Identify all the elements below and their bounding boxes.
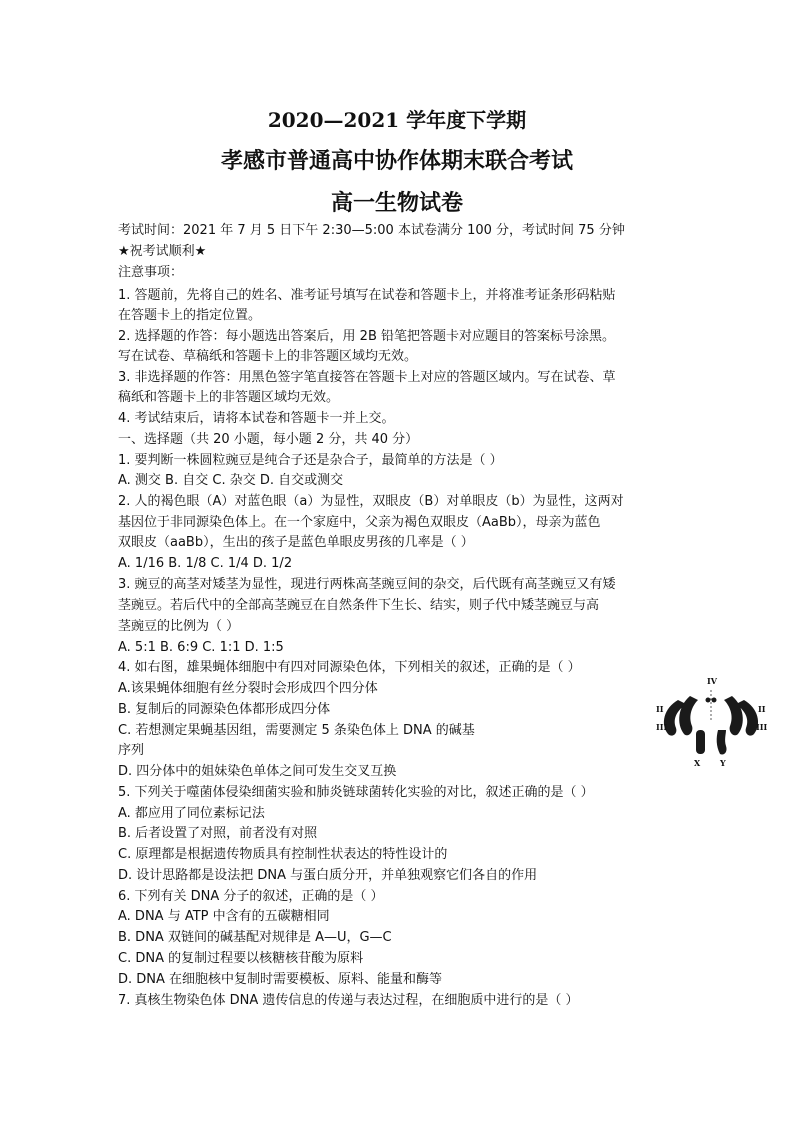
chromosome-x	[696, 730, 705, 754]
question-option: D. DNA 在细胞核中复制时需要模板、原料、能量和酶等	[118, 972, 443, 987]
notice-line: 4. 考试结束后，请将本试卷和答题卡一并上交。	[118, 411, 395, 426]
question-option: C. DNA 的复制过程要以核糖核苷酸为原料	[118, 951, 364, 966]
question-option: D. 设计思路都是设法把 DNA 与蛋白质分开，并单独观察它们各自的作用	[118, 868, 538, 883]
question-stem: 双眼皮（aaBb），生出的孩子是蓝色单眼皮男孩的几率是（ ）	[118, 535, 474, 550]
notice-line: 2. 选择题的作答：每小题选出答案后，用 2B 铅笔把答题卡对应题目的答案标号涂黑。	[118, 329, 615, 344]
question-option: A. DNA 与 ATP 中含有的五碳糖相同	[118, 909, 330, 924]
exam-time-line: 考试时间：2021 年 7 月 5 日下午 2:30—5:00 本试卷满分 100 分，考试时间 75 分钟	[118, 223, 625, 238]
fruit-fly-chromosome-figure	[656, 672, 766, 772]
chromosome-iii-left	[679, 696, 698, 735]
notice-line: 在答题卡上的指定位置。	[118, 308, 262, 323]
chromosome-y	[717, 730, 727, 755]
question-option: B. 复制后的同源染色体都形成四分体	[118, 702, 331, 717]
school-year-title: 2020—2021 学年度下学期	[267, 108, 527, 132]
label-y: Y	[720, 758, 726, 768]
question-option: A.该果蝇体细胞有丝分裂时会形成四个四分体	[118, 681, 378, 696]
notice-line: 3. 非选择题的作答：用黑色签字笔直接答在答题卡上对应的答题区域内。写在试卷、草	[118, 370, 616, 385]
question-option: B. DNA 双链间的碱基配对规律是 A—U，G—C	[118, 930, 392, 945]
question-stem: 茎豌豆。若后代中的全部高茎豌豆在自然条件下生长、结实，则子代中矮茎豌豆与高	[118, 598, 600, 613]
question-stem: 1. 要判断一株圆粒豌豆是纯合子还是杂合子，最简单的方法是（ ）	[118, 453, 503, 468]
chromosome-iii-right	[724, 696, 743, 735]
question-options: A. 5:1 B. 6:9 C. 1:1 D. 1:5	[118, 640, 284, 655]
label-ii-right: II	[758, 704, 766, 714]
question-option: D. 四分体中的姐妹染色单体之间可发生交叉互换	[118, 764, 397, 779]
label-iii-right: III	[756, 722, 768, 732]
question-stem: 6. 下列有关 DNA 分子的叙述，正确的是（ ）	[118, 889, 384, 904]
notice-line: 写在试卷、草稿纸和答题卡上的非答题区域均无效。	[118, 349, 418, 364]
label-iv: IV	[707, 676, 717, 686]
chromosome-iv-dot	[706, 698, 711, 703]
question-option: 序列	[118, 743, 145, 758]
question-option: C. 若想测定果蝇基因组，需要测定 5 条染色体上 DNA 的碱基	[118, 723, 475, 738]
label-x: X	[694, 758, 701, 768]
question-stem: 4. 如右图，雄果蝇体细胞中有四对同源染色体，下列相关的叙述，正确的是（ ）	[118, 660, 581, 675]
label-ii-left: II	[656, 704, 664, 714]
chromosome-iv-dot	[712, 698, 717, 703]
exam-name-title: 孝感市普通高中协作体期末联合考试	[220, 148, 573, 174]
question-option: C. 原理都是根据遗传物质具有控制性状表达的特性设计的	[118, 847, 448, 862]
good-luck-line: ★祝考试顺利★	[118, 244, 207, 259]
notice-line: 1. 答题前，先将自己的姓名、准考证号填写在试卷和答题卡上，并将准考证条形码粘贴	[118, 288, 616, 303]
section-heading: 一、选择题（共 20 小题，每小题 2 分，共 40 分）	[118, 432, 419, 447]
question-stem: 5. 下列关于噬菌体侵染细菌实验和肺炎链球菌转化实验的对比，叙述正确的是（ ）	[118, 785, 594, 800]
notice-heading: 注意事项：	[118, 265, 184, 280]
question-stem: 基因位于非同源染色体上。在一个家庭中，父亲为褐色双眼皮（AaBb），母亲为蓝色	[118, 515, 601, 530]
question-options: A. 1/16 B. 1/8 C. 1/4 D. 1/2	[118, 556, 293, 571]
question-stem: 7. 真核生物染色体 DNA 遗传信息的传递与表达过程，在细胞质中进行的是（ ）	[118, 993, 579, 1008]
notice-line: 稿纸和答题卡上的非答题区域均无效。	[118, 390, 340, 405]
question-options: A. 测交 B. 自交 C. 杂交 D. 自交或测交	[118, 473, 344, 488]
question-option: B. 后者设置了对照，前者没有对照	[118, 826, 318, 841]
question-stem: 茎豌豆的比例为（ ）	[118, 619, 240, 634]
question-option: A. 都应用了同位素标记法	[118, 806, 265, 821]
question-stem: 2. 人的褐色眼（A）对蓝色眼（a）为显性，双眼皮（B）对单眼皮（b）为显性，这两对	[118, 494, 624, 509]
question-stem: 3. 豌豆的高茎对矮茎为显性，现进行两株高茎豌豆间的杂交，后代既有高茎豌豆又有矮	[118, 577, 616, 592]
label-iii-left: III	[656, 722, 668, 732]
paper-title: 高一生物试卷	[330, 190, 463, 216]
